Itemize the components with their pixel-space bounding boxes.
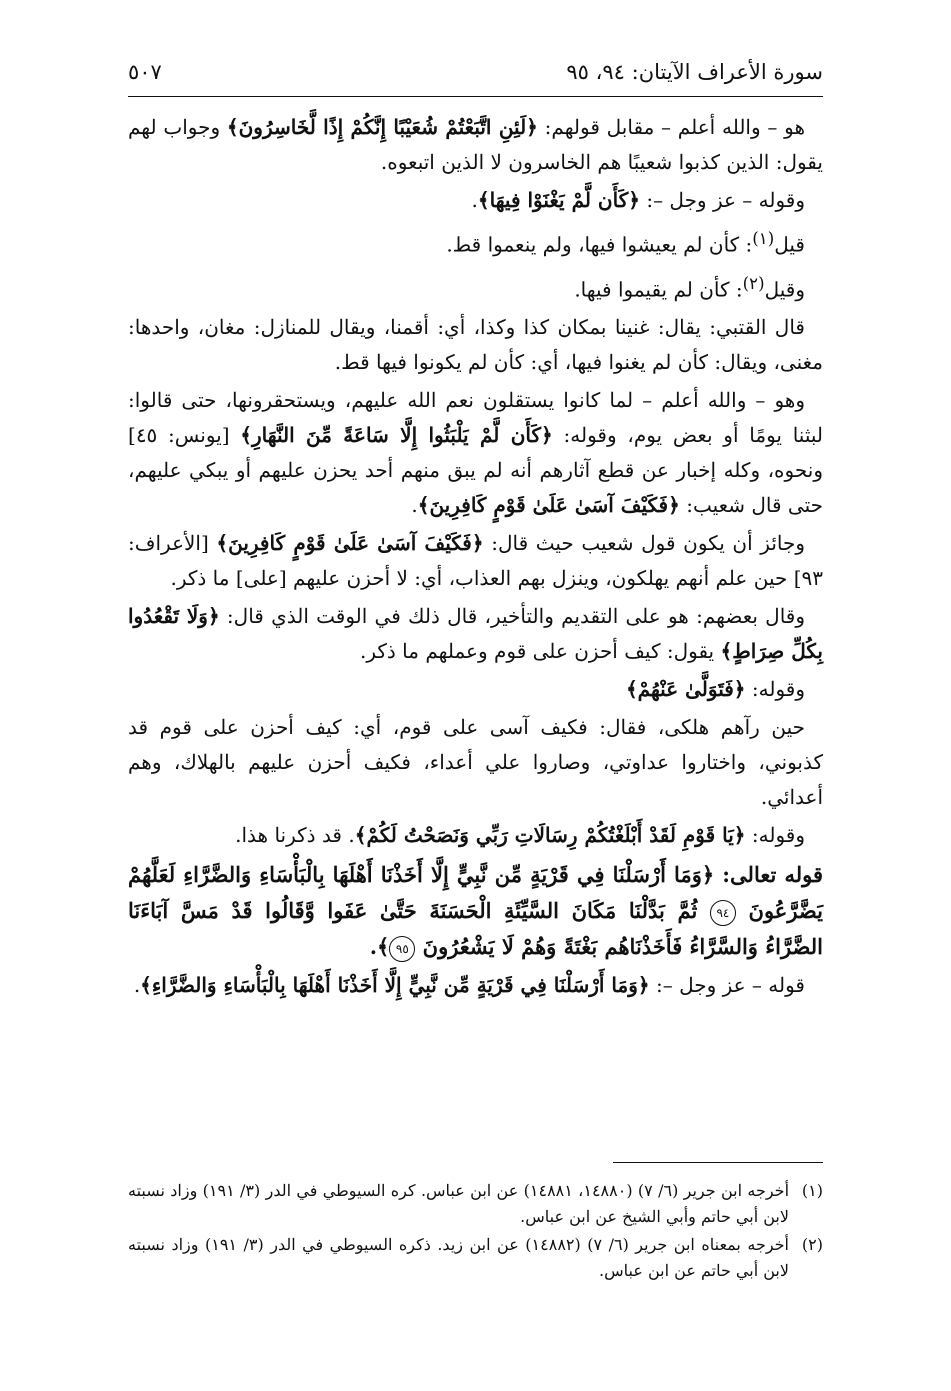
verse-intro: قوله تعالى: — [714, 862, 824, 888]
paragraph-10: حين رآهم هلكى، فقال: فكيف آسى على قوم، أي: كيف أحزن على قوم قد كذبوني، واختاروا عداوتي، وصاروا علي أعداء، فكيف أحزن عليهم بالهلاك، وهم أعدائي. — [128, 715, 823, 810]
text: وقال بعضهم: هو على التقديم والتأخير، قال ذلك في الوقت الذي قال: — [219, 604, 806, 629]
verse-text: ﴾. — [369, 934, 390, 960]
paragraph-5: قال القتبي: يقال: غنينا بمكان كذا وكذا، أي: أقمنا، ويقال للمنازل: مغان، واحدها: مغنى، ويقال: كأن لم يغنوا فيها، أي: كأن لم يكونوا فيها قط. — [128, 315, 823, 375]
header-rule — [128, 96, 823, 97]
running-head — [128, 52, 823, 92]
quran-quote: ﴿كَأَن لَّمْ يَلْبَثُوا إِلَّا سَاعَةً مِّنَ النَّهَارِ﴾ — [240, 423, 553, 448]
text: وقوله: — [745, 823, 805, 848]
quran-quote: ﴿لَئِنِ اتَّبَعْتُمْ شُعَيْبًا إِنَّكُمْ إِذًا لَّخَاسِرُونَ﴾ — [226, 115, 538, 139]
footnote-number: (٢) — [801, 1235, 823, 1254]
ayah-number-94: ٩٤ — [710, 900, 736, 926]
quran-quote: ﴿فَتَوَلَّىٰ عَنْهُمْ﴾ — [625, 677, 746, 702]
verse-text: ثُمَّ بَدَّلْنَا مَكَانَ السَّيِّئَةِ الْحَسَنَةَ حَتَّىٰ عَفَوا وَّقَالُوا قَدْ مَسَّ آبَاءَنَا الضَّرَّاءُ وَالسَّرَّاءُ فَأَخَذْنَاهُم بَغْتَةً وَهُمْ لَا يَشْعُرُونَ — [128, 898, 823, 960]
paragraph-12 — [128, 968, 823, 1003]
text: . — [471, 188, 478, 212]
text: وقيل — [764, 277, 805, 302]
footnotes — [128, 1178, 823, 1286]
text: [يونس: ٤٥] ونحوه، وكله إخبار عن قطع آثارهم أنه لم يبق منهم أحد يحزن عليهم أو يبكي عليهم، حتى قال شعيب: — [128, 423, 823, 518]
text: : كأن لم يقيموا فيها. — [574, 277, 743, 302]
text: وقوله – عز وجل –: — [639, 188, 805, 212]
quran-quote: ﴿يَا قَوْمِ لَقَدْ أَبْلَغْتُكُمْ رِسَالَاتِ رَبِّي وَنَصَحْتُ لَكُمْ﴾ — [354, 823, 746, 848]
text: : كأن لم يعيشوا فيها، ولم ينعموا قط. — [446, 232, 753, 257]
verse-text: ﴿وَمَا أَرْسَلْنَا فِي قَرْيَةٍ مِّن نَّبِيٍّ إِلَّا أَخَذْنَا أَهْلَهَا بِالْبَأْسَاءِ وَالضَّرَّاءِ لَعَلَّهُمْ يَضَّرَّعُونَ — [128, 862, 823, 924]
text: هو – والله أعلم – مقابل قولهم: — [537, 115, 806, 139]
text: وهو – والله أعلم – لما كانوا يستقلون نعم الله عليهم، ويستحقرونها، حتى قالوا: لبثنا يومًا أو بعض يوم، وقوله: — [128, 388, 824, 448]
paragraph-3 — [128, 221, 823, 263]
footnote-ref-1: (١) — [752, 229, 775, 248]
quran-quote: ﴿وَمَا أَرْسَلْنَا فِي قَرْيَةٍ مِّن نَّبِيٍّ إِلَّا أَخَذْنَا أَهْلَهَا بِالْبَأْسَاءِ وَالضَّرَّاءِ﴾ — [140, 973, 650, 998]
text: [الأعراف: ٩٣] حين علم أنهم يهلكون، وينزل بهم العذاب، أي: لا أحزن عليهم [على] ما ذكر. — [128, 531, 823, 591]
quran-quote: ﴿كَأَن لَّمْ يَغْنَوْا فِيهَا﴾ — [477, 188, 640, 212]
paragraph-4 — [128, 266, 823, 308]
page-body — [128, 110, 823, 1006]
text: قوله – عز وجل –: — [649, 973, 805, 998]
text: . قد ذكرنا هذا. — [235, 823, 355, 848]
text: وجواب لهم يقول: الذين كذبوا شعيبًا هم الخاسرون لا الذين اتبعوه. — [128, 115, 823, 174]
paragraph-11 — [128, 818, 823, 853]
paragraph-1 — [128, 110, 823, 180]
text: . — [411, 493, 418, 518]
quran-quote: ﴿فَكَيْفَ آسَىٰ عَلَىٰ قَوْمٍ كَافِرِينَ﴾ — [216, 531, 484, 556]
paragraph-2 — [128, 183, 823, 218]
footnote-2 — [128, 1232, 823, 1284]
ayah-number-95: ٩٥ — [389, 936, 415, 962]
paragraph-9 — [128, 672, 823, 707]
running-title: سورة الأعراف الآيتان: ٩٤، ٩٥ — [566, 60, 823, 84]
footnote-text: أخرجه ابن جرير (٦/ ٧) (١٤٨٨٠، ١٤٨٨١) عن ابن عباس. كره السيوطي في الدر (٣/ ١٩١) وزاد نسبته لابن أبي حاتم وأبي الشيخ عن ابن عباس. — [128, 1181, 790, 1226]
paragraph-7 — [128, 526, 823, 596]
text: يقول: كيف أحزن على قوم وعملهم ما ذكر. — [360, 639, 721, 664]
quran-quote: ﴿فَكَيْفَ آسَىٰ عَلَىٰ قَوْمٍ كَافِرِينَ﴾ — [417, 493, 680, 518]
text: . — [133, 973, 141, 998]
text: وقوله: — [745, 677, 805, 702]
footnote-number: (١) — [801, 1181, 823, 1200]
footnote-text: أخرجه بمعناه ابن جرير (٦/ ٧) (١٤٨٨٢) عن ابن زيد. ذكره السيوطي في الدر (٣/ ١٩١) وزاد نسبته لابن أبي حاتم عن ابن عباس. — [128, 1235, 789, 1280]
quran-quote: ﴿وَلَا تَقْعُدُوا بِكُلِّ صِرَاطٍ﴾ — [128, 604, 823, 664]
footnote-1 — [128, 1178, 823, 1230]
page-number: ٥٠٧ — [128, 60, 162, 84]
verse-block — [128, 857, 823, 965]
footnote-rule — [613, 1162, 823, 1163]
footnote-ref-2: (٢) — [742, 273, 765, 293]
text: قيل — [774, 232, 805, 257]
paragraph-6 — [128, 383, 823, 523]
paragraph-8 — [128, 599, 823, 669]
text: وجائز أن يكون قول شعيب حيث قال: — [483, 531, 805, 556]
